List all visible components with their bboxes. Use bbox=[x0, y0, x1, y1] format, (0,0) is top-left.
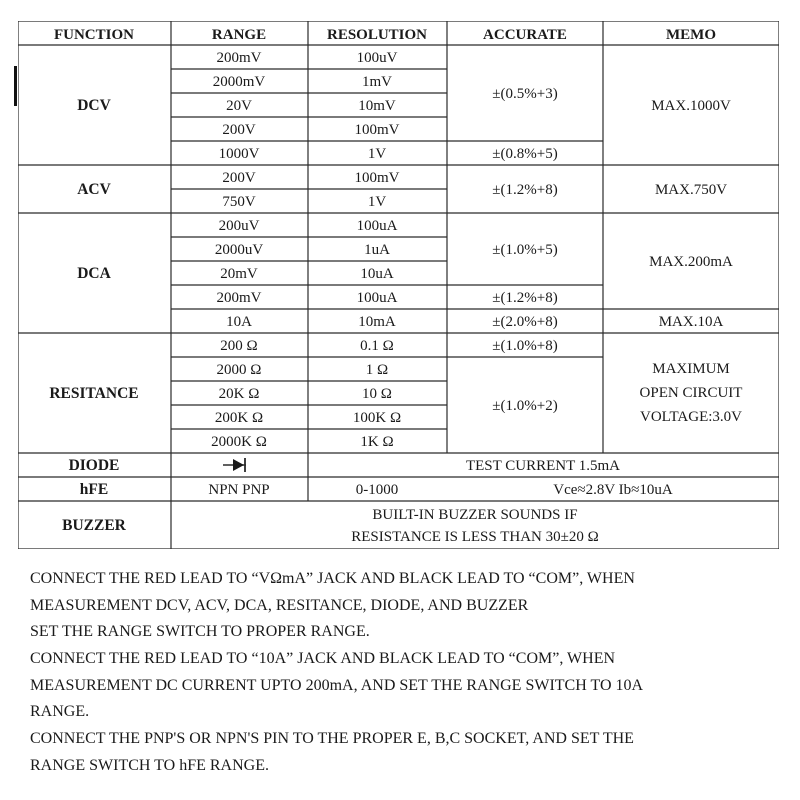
diode-symbol-icon bbox=[223, 458, 246, 472]
resolution-cell: 1V bbox=[367, 146, 387, 162]
memo-dcv: MAX.1000V bbox=[651, 98, 731, 114]
accuracy-dca-10a: ±(2.0%+8) bbox=[492, 314, 558, 330]
resolution-cell: 100uA bbox=[356, 218, 398, 234]
resolution-cell: 1uA bbox=[364, 242, 390, 258]
range-cell: 1000V bbox=[218, 146, 260, 162]
resolution-cell: 1V bbox=[367, 194, 387, 210]
resolution-cell: 100uV bbox=[356, 50, 398, 66]
function-buzzer: BUZZER bbox=[62, 517, 126, 534]
range-cell: 2000K Ω bbox=[211, 434, 267, 450]
range-cell: 20K Ω bbox=[218, 386, 260, 402]
memo-dca: MAX.200mA bbox=[649, 254, 733, 270]
resolution-cell: 100mV bbox=[354, 122, 400, 138]
range-cell: 200mV bbox=[216, 290, 262, 306]
memo-res-line3: VOLTAGE:3.0V bbox=[640, 409, 742, 425]
resolution-cell: 1K Ω bbox=[360, 434, 394, 450]
range-cell: 750V bbox=[222, 194, 256, 210]
accuracy-acv: ±(1.2%+8) bbox=[492, 182, 558, 198]
memo-res-line1: MAXIMUM bbox=[652, 361, 730, 377]
function-hfe: hFE bbox=[79, 481, 109, 498]
note-line: CONNECT THE RED LEAD TO “VΩmA” JACK AND BLACK LEAD TO “COM”, WHEN bbox=[30, 570, 635, 587]
hfe-resolution: 0-1000 bbox=[355, 482, 399, 498]
range-cell: 200 Ω bbox=[220, 338, 258, 354]
resolution-cell: 100K Ω bbox=[352, 410, 402, 426]
resolution-cell: 0.1 Ω bbox=[360, 338, 394, 354]
accuracy-res-rest: ±(1.0%+2) bbox=[492, 398, 558, 414]
range-cell: 2000mV bbox=[212, 74, 266, 90]
range-cell: 200V bbox=[222, 170, 256, 186]
margin-mark bbox=[14, 66, 17, 106]
resolution-cell: 10mV bbox=[358, 98, 396, 114]
header-resolution: RESOLUTION bbox=[326, 27, 428, 43]
accuracy-dca: ±(1.0%+5) bbox=[492, 242, 558, 258]
accuracy-dcv: ±(0.5%+3) bbox=[492, 86, 558, 102]
header-function: FUNCTION bbox=[53, 27, 135, 43]
note-connect-hfe bbox=[30, 726, 790, 779]
resolution-cell: 100mV bbox=[354, 170, 400, 186]
header-range: RANGE bbox=[211, 27, 267, 43]
buzzer-note-line2: RESISTANCE IS LESS THAN 30±20 Ω bbox=[351, 529, 599, 545]
range-cell: 200V bbox=[222, 122, 256, 138]
note-line: SET THE RANGE SWITCH TO PROPER RANGE. bbox=[30, 623, 370, 640]
range-cell: 20V bbox=[226, 98, 252, 114]
range-cell: 20mV bbox=[220, 266, 258, 282]
note-line: MEASUREMENT DC CURRENT UPTO 200mA, AND SET THE RANGE SWITCH TO 10A bbox=[30, 676, 644, 694]
memo-dca-10a: MAX.10A bbox=[658, 314, 724, 330]
note-line: CONNECT THE RED LEAD TO “10A” JACK AND BLACK LEAD TO “COM”, WHEN bbox=[30, 650, 616, 667]
resolution-cell: 1mV bbox=[362, 74, 392, 90]
accuracy-res-200: ±(1.0%+8) bbox=[492, 338, 558, 354]
note-line: MEASUREMENT DCV, ACV, DCA, RESITANCE, DIODE, AND BUZZER bbox=[30, 596, 529, 614]
range-cell: 2000 Ω bbox=[216, 362, 262, 378]
accuracy-dcv-1000v: ±(0.8%+5) bbox=[492, 146, 558, 162]
buzzer-note-line1: BUILT-IN BUZZER SOUNDS IF bbox=[372, 507, 578, 523]
function-dca: DCA bbox=[77, 265, 111, 282]
note-connect-voma bbox=[30, 566, 790, 646]
accuracy-dca-200mv: ±(1.2%+8) bbox=[492, 290, 558, 306]
resolution-cell: 10mA bbox=[358, 314, 396, 330]
hfe-range: NPN PNP bbox=[208, 482, 270, 498]
range-cell: 2000uV bbox=[214, 242, 264, 258]
range-cell: 10A bbox=[226, 314, 252, 330]
note-line: CONNECT THE PNP'S OR NPN'S PIN TO THE PROPER E, B,C SOCKET, AND SET THE bbox=[30, 730, 634, 747]
resolution-cell: 10uA bbox=[360, 266, 394, 282]
range-cell: 200uV bbox=[218, 218, 260, 234]
memo-res-line2: OPEN CIRCUIT bbox=[639, 385, 743, 401]
hfe-condition: Vce≈2.8V Ib≈10uA bbox=[553, 482, 673, 498]
header-accurate: ACCURATE bbox=[483, 27, 567, 43]
resolution-cell: 1 Ω bbox=[365, 362, 389, 378]
note-line: RANGE. bbox=[30, 703, 90, 720]
header-memo: MEMO bbox=[666, 27, 716, 43]
note-line: RANGE SWITCH TO hFE RANGE. bbox=[30, 756, 269, 774]
range-cell: 200mV bbox=[216, 50, 262, 66]
function-acv: ACV bbox=[77, 181, 111, 198]
resolution-cell: 10 Ω bbox=[362, 386, 392, 402]
function-dcv: DCV bbox=[77, 97, 111, 114]
memo-acv: MAX.750V bbox=[654, 182, 728, 198]
range-resolution-rows bbox=[211, 50, 401, 450]
function-resistance: RESITANCE bbox=[49, 385, 139, 402]
range-cell: 200K Ω bbox=[214, 410, 264, 426]
specification-table bbox=[18, 21, 779, 549]
diode-test-current: TEST CURRENT 1.5mA bbox=[465, 458, 621, 474]
note-connect-10a bbox=[30, 646, 790, 726]
resolution-cell: 100uA bbox=[356, 290, 398, 306]
function-diode: DIODE bbox=[68, 457, 120, 474]
